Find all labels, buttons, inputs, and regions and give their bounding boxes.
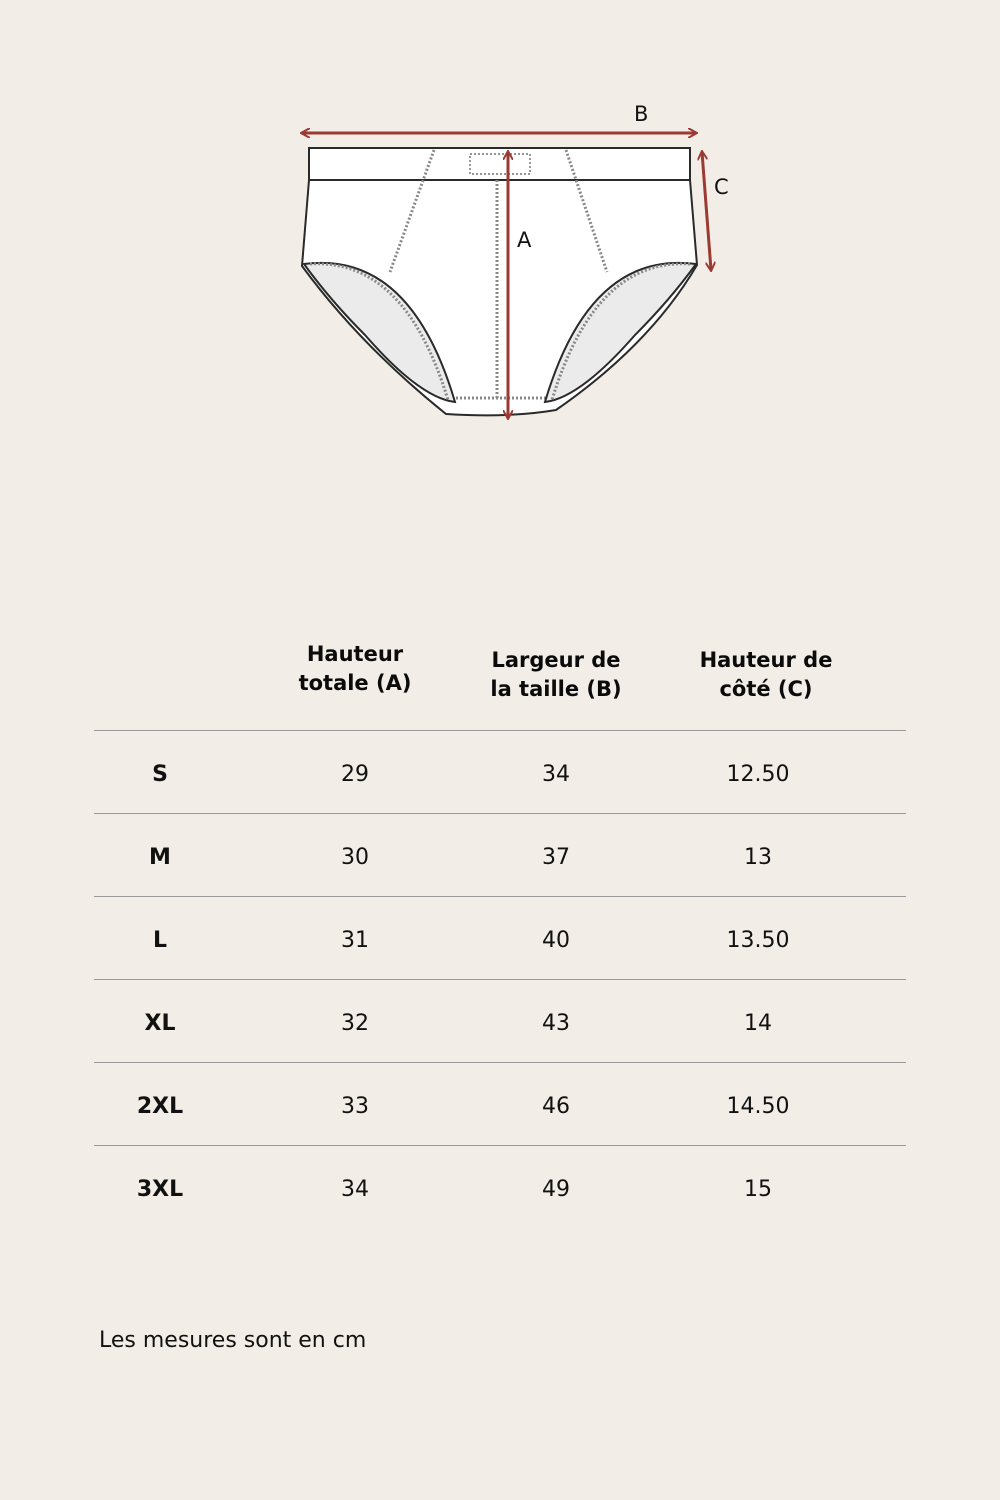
- side-height-value: 15: [744, 1177, 772, 1202]
- table-row: [94, 814, 906, 897]
- size-label: L: [152, 928, 168, 953]
- table-header: [94, 620, 906, 731]
- total-height-value: 34: [341, 1177, 369, 1202]
- briefs-icon: [0, 0, 1000, 450]
- size-label: 2XL: [136, 1094, 184, 1119]
- total-height-value: 30: [341, 845, 369, 870]
- waist-width-value: 40: [542, 928, 570, 953]
- measurement-unit-note: Les mesures sont en cm: [99, 1328, 367, 1353]
- dimension-label-c: C: [714, 175, 729, 199]
- side-height-value: 14.50: [726, 1094, 790, 1119]
- waist-width-value: 34: [542, 762, 570, 787]
- total-height-value: 31: [341, 928, 369, 953]
- side-height-value: 12.50: [726, 762, 790, 787]
- size-table: [94, 620, 906, 1228]
- size-label: XL: [144, 1011, 176, 1036]
- header-waist-width: Largeur de la taille (B): [490, 648, 622, 701]
- side-height-value: 13.50: [726, 928, 790, 953]
- waist-width-value: 46: [542, 1094, 570, 1119]
- waist-width-value: 37: [542, 845, 570, 870]
- side-height-value: 13: [744, 845, 772, 870]
- total-height-value: 29: [341, 762, 369, 787]
- total-height-value: 33: [341, 1094, 369, 1119]
- waist-width-value: 43: [542, 1011, 570, 1036]
- table-row: [94, 980, 906, 1063]
- dimension-arrow-c: [702, 152, 711, 270]
- size-label: 3XL: [136, 1177, 184, 1202]
- dimension-label-b: B: [634, 102, 649, 126]
- dimension-label-a: A: [517, 228, 532, 252]
- size-diagram: [0, 0, 1000, 450]
- total-height-value: 32: [341, 1011, 369, 1036]
- size-label: S: [152, 762, 168, 787]
- table-row: [94, 731, 906, 814]
- header-total-height: Hauteur totale (A): [298, 642, 412, 695]
- table-row: [94, 897, 906, 980]
- header-side-height: Hauteur de côté (C): [699, 648, 833, 701]
- size-label: M: [149, 845, 171, 870]
- side-height-value: 14: [744, 1011, 772, 1036]
- table-row: [94, 1146, 906, 1228]
- waist-width-value: 49: [542, 1177, 570, 1202]
- table-row: [94, 1063, 906, 1146]
